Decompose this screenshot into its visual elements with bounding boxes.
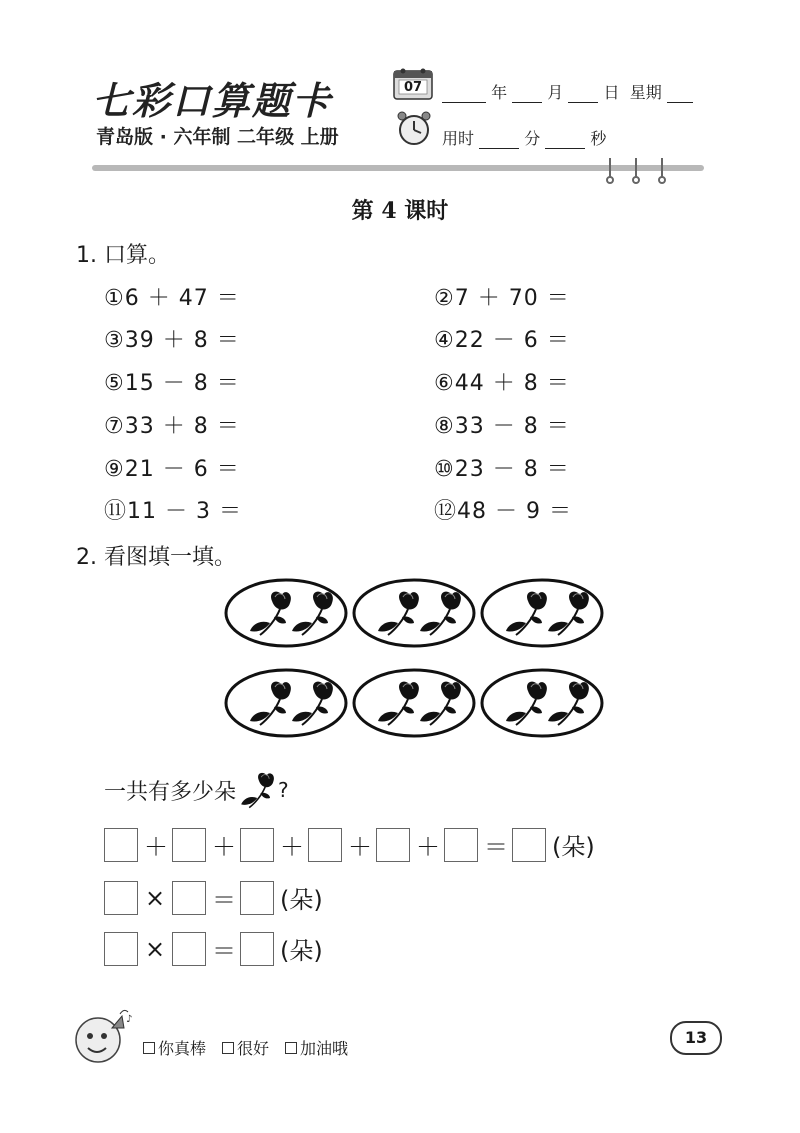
- equals-sign: ＝: [212, 937, 236, 965]
- time-fill-line: [442, 126, 606, 149]
- rose-group-2: [354, 580, 474, 646]
- clock-icon: [396, 110, 432, 146]
- rating-label-good: 很好: [237, 1039, 270, 1058]
- problem-6: ⑥44 ＋ 8 ＝: [434, 371, 570, 396]
- problem-12: ⑫48 － 9 ＝: [434, 499, 572, 524]
- divider-pins: [604, 158, 668, 184]
- second-unit: 秒: [590, 129, 607, 148]
- time-label: 用时: [442, 129, 475, 148]
- answer-box[interactable]: [240, 932, 274, 966]
- plus-sign: ＋: [144, 833, 168, 861]
- rating-label-keep-going: 加油哦: [300, 1039, 349, 1058]
- lesson-title: 第 4 课时: [351, 198, 449, 224]
- problem-1: ①6 ＋ 47 ＝: [104, 286, 240, 311]
- mascot-icon: [70, 1006, 136, 1070]
- answer-box[interactable]: [172, 881, 206, 915]
- book-title: 七彩口算题卡: [92, 78, 333, 123]
- plus-sign: ＋: [212, 833, 236, 861]
- date-fill-line: [442, 80, 693, 103]
- addition-equation: [104, 827, 595, 862]
- month-blank[interactable]: [512, 86, 542, 103]
- times-sign: ×: [144, 934, 166, 963]
- unit-label: (朵): [280, 886, 323, 914]
- unit-label: (朵): [280, 937, 323, 965]
- multiplication-equation-2: [104, 931, 323, 966]
- calendar-day: 07: [403, 80, 423, 95]
- edition-label: 青岛版 · 六年制 二年级 上册: [96, 126, 339, 148]
- answer-box[interactable]: [512, 828, 546, 862]
- roses-picture: [222, 575, 606, 745]
- answer-box[interactable]: [104, 932, 138, 966]
- minute-blank[interactable]: [479, 132, 519, 149]
- times-sign: ×: [144, 883, 166, 912]
- problem-4: ④22 － 6 ＝: [434, 328, 570, 353]
- plus-sign: ＋: [348, 833, 372, 861]
- svg-text:♪: ♪: [126, 1014, 133, 1025]
- rating-checkbox-keep-going[interactable]: [285, 1042, 297, 1054]
- question-text: 一共有多少朵: [104, 779, 237, 805]
- rose-group-5: [354, 670, 474, 736]
- month-unit: 月: [547, 83, 564, 102]
- plus-sign: ＋: [416, 833, 440, 861]
- rose-group-3: [482, 580, 602, 646]
- problem-3: ③39 ＋ 8 ＝: [104, 328, 240, 353]
- day-blank[interactable]: [568, 86, 598, 103]
- answer-box[interactable]: [240, 881, 274, 915]
- answer-box[interactable]: [104, 881, 138, 915]
- problem-8: ⑧33 － 8 ＝: [434, 414, 570, 439]
- rose-icon: [238, 768, 278, 812]
- problem-5: ⑤15 － 8 ＝: [104, 371, 240, 396]
- rose-group-4: [226, 670, 346, 736]
- problem-9: ⑨21 － 6 ＝: [104, 457, 240, 482]
- problem-2: ②7 ＋ 70 ＝: [434, 286, 570, 311]
- week-blank[interactable]: [667, 86, 693, 103]
- plus-sign: ＋: [280, 833, 304, 861]
- equals-sign: ＝: [212, 886, 236, 914]
- page-number: 13: [670, 1021, 722, 1055]
- question-mark: ?: [278, 778, 289, 802]
- minute-unit: 分: [524, 129, 541, 148]
- section1-heading: 1. 口算。: [76, 243, 170, 268]
- week-label: 星期: [629, 83, 662, 102]
- rose-group-6: [482, 670, 602, 736]
- rating-checkbox-good[interactable]: [222, 1042, 234, 1054]
- rating-label-great: 你真棒: [158, 1039, 207, 1058]
- answer-box[interactable]: [308, 828, 342, 862]
- answer-box[interactable]: [376, 828, 410, 862]
- answer-box[interactable]: [172, 828, 206, 862]
- problem-7: ⑦33 ＋ 8 ＝: [104, 414, 240, 439]
- problem-11: ⑪11 － 3 ＝: [104, 499, 242, 524]
- rating-options: [143, 1036, 348, 1059]
- second-blank[interactable]: [545, 132, 585, 149]
- multiplication-equation-1: [104, 880, 323, 915]
- day-unit: 日: [603, 83, 620, 102]
- answer-box[interactable]: [240, 828, 274, 862]
- question-line: [104, 768, 289, 812]
- answer-box[interactable]: [444, 828, 478, 862]
- answer-box[interactable]: [172, 932, 206, 966]
- answer-box[interactable]: [104, 828, 138, 862]
- year-unit: 年: [491, 83, 508, 102]
- equals-sign: ＝: [484, 833, 508, 861]
- rose-group-1: [226, 580, 346, 646]
- rating-checkbox-great[interactable]: [143, 1042, 155, 1054]
- section2-heading: 2. 看图填一填。: [76, 545, 236, 570]
- problem-10: ⑩23 － 8 ＝: [434, 457, 570, 482]
- year-blank[interactable]: [442, 86, 486, 103]
- unit-label: (朵): [552, 833, 595, 861]
